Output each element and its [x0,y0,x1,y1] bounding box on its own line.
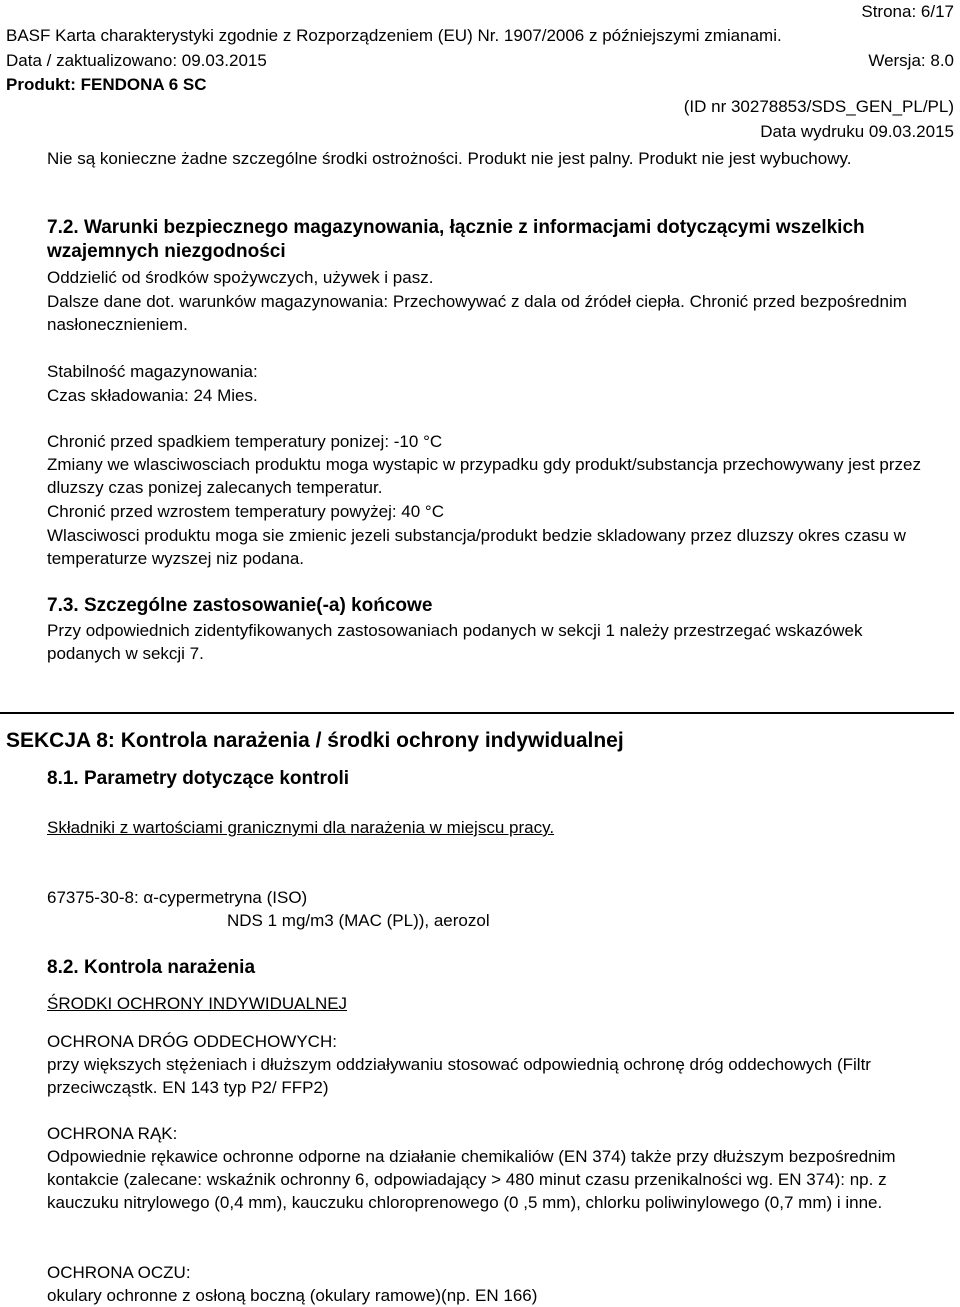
substance-entry: 67375-30-8: α-cypermetryna (ISO) [47,888,308,907]
section-7-3-heading: 7.3. Szczególne zastosowanie(-a) końcowe [47,595,433,616]
hand-protection-label: OCHRONA RĄK: [47,1124,178,1143]
components-label: Składniki z wartościami granicznymi dla narażenia w miejscu pracy. [47,818,555,837]
ppe-label: ŚRODKI OCHRONY INDYWIDUALNEJ [47,994,348,1013]
hand-protection-text: Odpowiednie rękawice ochronne odporne na działanie chemikaliów (EN 374) także przy dłuższym bezpośrednim kontakcie (zalecane: wskaźnik ochronny 6, odpowiadający > 480 minut czasu przenikalności wg. EN 374): np. z kauczuku nitrylowego (0,4 mm), kauczuku chloroprenowego (0 ,5 mm), chlorku poliwinylowego (0,7 mm) i inne. [47,1147,896,1212]
stability-label: Stabilność magazynowania: [47,362,258,381]
section-divider [0,712,954,714]
document-title: BASF Karta charakterystyki zgodnie z Rozporządzeniem (EU) Nr. 1907/2006 z późniejszymi zmianami. [6,26,782,45]
date-updated: Data / zaktualizowano: 09.03.2015 [6,51,267,70]
section-8-title: SEKCJA 8: Kontrola narażenia / środki ochrony indywidualnej [6,729,624,752]
section-7-3-text: Przy odpowiednich zidentyfikowanych zastosowaniach podanych w sekcji 1 należy przestrzegać wskazówek podanych w sekcji 7. [47,621,863,663]
section-8-2-heading: 8.2. Kontrola narażenia [47,957,256,978]
further-storage-text: Dalsze dane dot. warunków magazynowania: Przechowywać z dala od źródeł ciepła. Chronić przed bezpośrednim nasłonecznieniem. [47,292,907,334]
product-name: Produkt: FENDONA 6 SC [6,75,207,94]
temp-high-note: Wlasciwosci produktu moga sie zmienic jezeli substancja/produkt bedzie skladowany przez dluzszy okres czasu w temperaturze wyzszej niz podana. [47,526,906,568]
eye-protection-label: OCHRONA OCZU: [47,1263,191,1282]
storage-time: Czas składowania: 24 Mies. [47,386,258,405]
version: Wersja: 8.0 [868,51,954,70]
temp-low-note: Zmiany we wlasciwosciach produktu moga wystapic w przypadku gdy produkt/substancja przechowywany jest przez dluzszy czas ponizej zalecanych temperatur. [47,455,921,497]
eye-protection-text: okulary ochronne z osłoną boczną (okulary ramowe)(np. EN 166) [47,1286,538,1305]
section-7-2-heading: 7.2. Warunki bezpiecznego magazynowania, łącznie z informacjami dotyczącymi wszelkich wzajemnych niezgodności [47,217,865,262]
section-8-1-heading: 8.1. Parametry dotyczące kontroli [47,768,350,789]
temp-low: Chronić przed spadkiem temperatury ponizej: -10 °C [47,432,443,451]
exposure-limit: NDS 1 mg/m3 (MAC (PL)), aerozol [227,911,490,930]
intro-text: Nie są konieczne żadne szczególne środki ostrożności. Produkt nie jest palny. Produkt nie jest wybuchowy. [47,149,852,168]
separate-text: Oddzielić od środków spożywczych, używek i pasz. [47,268,434,287]
respiratory-label: OCHRONA DRÓG ODDECHOWYCH: [47,1032,337,1051]
document-id: (ID nr 30278853/SDS_GEN_PL/PL) [683,97,954,116]
page-number: Strona: 6/17 [861,2,954,21]
temp-high: Chronić przed wzrostem temperatury powyżej: 40 °C [47,502,445,521]
respiratory-text: przy większych stężeniach i dłuższym oddziaływaniu stosować odpowiednią ochronę dróg oddechowych (Filtr przeciwcząstk. EN 143 typ P2/ FFP2) [47,1055,871,1097]
print-date: Data wydruku 09.03.2015 [760,122,954,141]
